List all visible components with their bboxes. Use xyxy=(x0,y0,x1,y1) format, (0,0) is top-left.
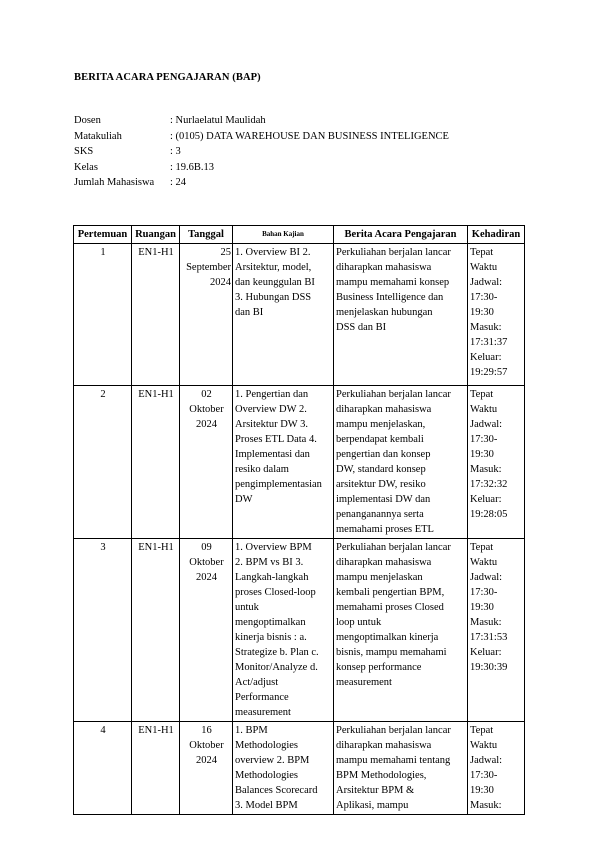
cell-ruangan: EN1-H1 xyxy=(132,386,180,539)
cell-berita-acara: Perkuliahan berjalan lancar diharapkan mahasiswa mampu memahami konsep Business Intelligence dan menjelaskan hubungan DSS dan BI xyxy=(334,244,468,386)
cell-tanggal: 02 Oktober 2024 xyxy=(180,386,233,539)
cell-bahan-kajian: 1. Overview BI 2. Arsitektur, model, dan keunggulan BI 3. Hubungan DSS dan BI xyxy=(233,244,334,386)
table-row xyxy=(74,539,525,722)
cell-tanggal: 25 September 2024 xyxy=(180,244,233,386)
header-tanggal: Tanggal xyxy=(180,226,233,244)
info-label: Jumlah Mahasiswa xyxy=(74,177,155,188)
cell-berita-acara: Perkuliahan berjalan lancar diharapkan mahasiswa mampu menjelaskan kembali pengertian BPM, memahami proses Closed loop untuk mengoptimalkan kinerja bisnis, mampu memahami konsep performance measurement xyxy=(334,539,468,722)
cell-pertemuan: 3 xyxy=(74,539,132,722)
cell-kehadiran: Tepat Waktu Jadwal: 17:30- 19:30 Masuk: xyxy=(468,722,525,815)
header-kehadiran: Kehadiran xyxy=(468,226,525,244)
info-row-jumlah-mahasiswa xyxy=(74,175,449,191)
cell-tanggal: 09 Oktober 2024 xyxy=(180,539,233,722)
info-row-kelas xyxy=(74,160,449,176)
cell-ruangan: EN1-H1 xyxy=(132,244,180,386)
header-berita-acara: Berita Acara Pengajaran xyxy=(334,226,468,244)
cell-bahan-kajian: 1. Pengertian dan Overview DW 2. Arsitektur DW 3. Proses ETL Data 4. Implementasi dan resiko dalam pengimplementasian DW xyxy=(233,386,334,539)
cell-bahan-kajian: 1. Overview BPM 2. BPM vs BI 3. Langkah-langkah proses Closed-loop untuk mengoptimalkan kinerja bisnis : a. Strategize b. Plan c. Monitor/Analyze d. Act/adjust Performance measurement xyxy=(233,539,334,722)
cell-kehadiran: Tepat Waktu Jadwal: 17:30- 19:30 Masuk: 17:31:53 Keluar: 19:30:39 xyxy=(468,539,525,722)
info-row-dosen xyxy=(74,113,449,129)
header-ruangan: Ruangan xyxy=(132,226,180,244)
info-value: : 3 xyxy=(170,146,181,157)
table-row xyxy=(74,244,525,386)
table-row xyxy=(74,386,525,539)
info-value: : 24 xyxy=(170,177,187,188)
info-value: : 19.6B.13 xyxy=(170,161,215,173)
cell-berita-acara: Perkuliahan berjalan lancar diharapkan mahasiswa mampu menjelaskan, berpendapat kembali pengertian dan konsep DW, standard konsep arsitektur DW, resiko implementasi DW dan penanganannya serta memahami proses ETL xyxy=(334,386,468,539)
bap-table xyxy=(73,225,525,815)
header-bahan-kajian: Bahan Kajian xyxy=(233,226,334,244)
info-value: : Nurlaelatul Maulidah xyxy=(170,115,266,126)
course-info xyxy=(74,113,449,191)
cell-pertemuan: 1 xyxy=(74,244,132,386)
info-row-sks xyxy=(74,144,449,160)
cell-bahan-kajian: 1. BPM Methodologies overview 2. BPM Methodologies Balances Scorecard 3. Model BPM xyxy=(233,722,334,815)
info-label: Dosen xyxy=(74,115,101,126)
cell-tanggal: 16 Oktober 2024 xyxy=(180,722,233,815)
cell-pertemuan: 2 xyxy=(74,386,132,539)
cell-kehadiran: Tepat Waktu Jadwal: 17:30- 19:30 Masuk: 17:31:37 Keluar: 19:29:57 xyxy=(468,244,525,386)
table-header-row xyxy=(74,226,525,244)
cell-pertemuan: 4 xyxy=(74,722,132,815)
info-label: SKS xyxy=(74,146,94,157)
cell-berita-acara: Perkuliahan berjalan lancar diharapkan mahasiswa mampu memahami tentang BPM Methodologies, Arsitektur BPM & Aplikasi, mampu xyxy=(334,722,468,815)
info-label: Matakuliah xyxy=(74,130,122,142)
header-pertemuan: Pertemuan xyxy=(74,226,132,244)
cell-ruangan: EN1-H1 xyxy=(132,539,180,722)
info-label: Kelas xyxy=(74,161,98,173)
info-value: : (0105) DATA WAREHOUSE DAN BUSINESS INTELIGENCE xyxy=(170,130,449,142)
document-title: BERITA ACARA PENGAJARAN (BAP) xyxy=(74,72,261,83)
info-row-matakuliah xyxy=(74,129,449,145)
table-row xyxy=(74,722,525,815)
cell-kehadiran: Tepat Waktu Jadwal: 17:30- 19:30 Masuk: 17:32:32 Keluar: 19:28:05 xyxy=(468,386,525,539)
cell-ruangan: EN1-H1 xyxy=(132,722,180,815)
